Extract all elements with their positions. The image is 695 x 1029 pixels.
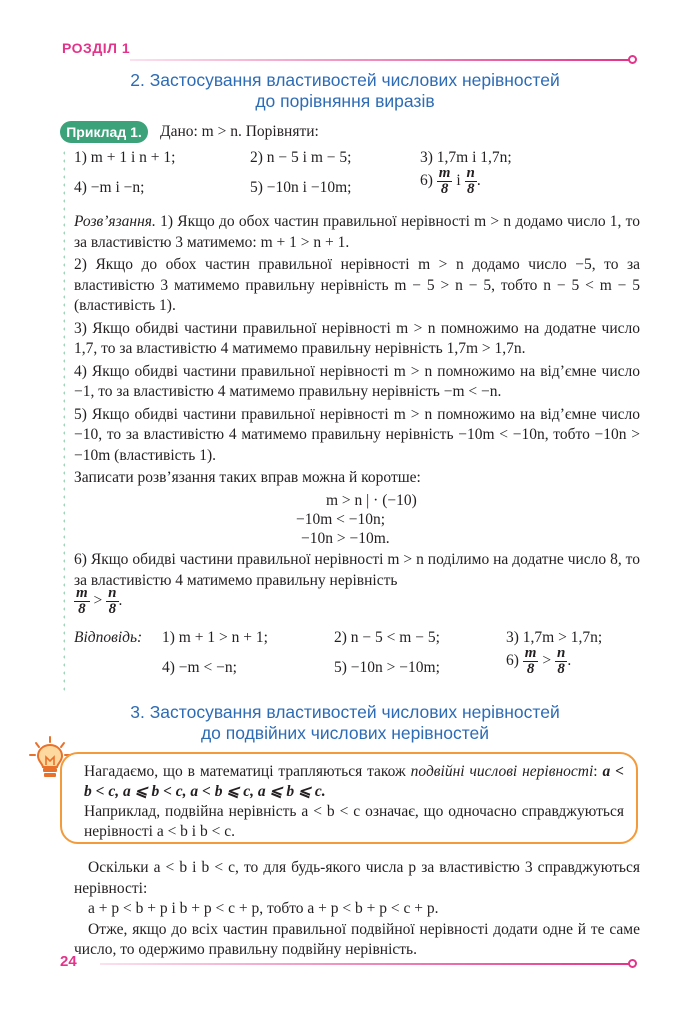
- solution-p1: Розв’язання. 1) Якщо до обох частин правильної нерівності m > n додамо число 1, то за властивістю 3 матимемо: m + 1 > n + 1.: [74, 213, 640, 251]
- body-p1: Оскільки a < b і b < c, то для будь-якого числа p за властивістю 3 справджуються нерівності:: [74, 859, 640, 897]
- fraction-n-over-8: $\frac{n}{8}$: [466, 165, 475, 197]
- task-5: 5) −10n і −10m;: [250, 179, 352, 196]
- body-text: [74, 858, 640, 961]
- section-2-title-line1: 2. Застосування властивостей числових нерівностей: [130, 70, 560, 90]
- answer-1: 1) m + 1 > n + 1;: [162, 629, 268, 646]
- task-2: 2) n − 5 і m − 5;: [250, 149, 352, 166]
- answer-label: Відповідь:: [74, 629, 143, 646]
- solution-p3: 3) Якщо обидві частини правильної нерівності m > n помножимо на додатне число 1,7, то за властивістю 4 матимемо правильну нерівність 1,7m > 1,7n.: [74, 319, 640, 357]
- solution-label: Розв’язання.: [74, 213, 156, 230]
- fraction-m-over-8-answer: $\frac{m}{8}$: [524, 645, 537, 677]
- section-3-title-line1: 3. Застосування властивостей числових нерівностей: [130, 702, 560, 722]
- solution-p6: 6) Якщо обидві частини правильної нерівності m > n поділимо на додатне число 8, то за властивістю 4 матимемо правильну нерівність: [74, 551, 640, 589]
- fraction-m-over-8-p6: $\frac{m}{8}$: [76, 585, 88, 617]
- answer-6: 6) $\frac{m}{8}$ > $\frac{n}{8}$ .: [506, 645, 572, 677]
- body-p1-formula: a + p < b + p і b + p < c + p, тобто a + p < b + p < c + p.: [88, 900, 439, 917]
- double-inequality-forms: a < b < c, a ⩽ b < c, a < b ⩽ c, a ⩽ b ⩽ c.: [84, 763, 624, 800]
- reminder-p2: Наприклад, подвійна нерівність a < b < c означає, що одночасно справджуються нерівності a < b і b < c.: [84, 803, 624, 840]
- solution-p2: 2) Якщо до обох частин правильної нерівності m > n додамо число −5, то за властивістю 3 матимемо правильну нерівність m − 5 > n − 5, тобто n − 5 < m − 5 (властивість 1).: [74, 256, 640, 314]
- short-line-2: −10m < −10n;: [296, 511, 386, 528]
- section-2-title: [60, 70, 630, 112]
- page-number: 24: [60, 953, 77, 970]
- solution-short-intro: Записати розв’язання таких вправ можна й коротше:: [74, 469, 421, 486]
- dotted-margin: [63, 149, 65, 691]
- fraction-m-over-8: $\frac{m}{8}$: [438, 165, 451, 197]
- fraction-n-over-8-answer: $\frac{n}{8}$: [556, 645, 566, 677]
- header-rule-end: [628, 55, 637, 64]
- example-given: Дано: m > n. Порівняти:: [160, 123, 319, 140]
- task-1: 1) m + 1 і n + 1;: [74, 149, 176, 166]
- short-line-3: −10n > −10m.: [301, 530, 390, 547]
- reminder-p1: Нагадаємо, що в математиці трапляються також подвійні числові нерівності: a < b < c, a ⩽ b < c, a < b ⩽ c, a ⩽ b ⩽ c.: [84, 763, 624, 800]
- answer-2: 2) n − 5 < m − 5;: [334, 629, 440, 646]
- short-line-1: m > n | · (−10): [326, 492, 417, 509]
- section-2-title-line2: до порівняння виразів: [255, 91, 435, 111]
- solution-p4: 4) Якщо обидві частини правильної нерівності m > n помножимо на від’ємне число −1, то за властивістю 4 матимемо правильну нерівність −m < −n.: [74, 362, 640, 400]
- fraction-n-over-8-p6: $\frac{n}{8}$: [108, 585, 117, 617]
- task-4: 4) −m і −n;: [74, 179, 145, 196]
- task-3: 3) 1,7m і 1,7n;: [420, 149, 512, 166]
- footer-rule: [100, 963, 630, 965]
- answer-4: 4) −m < −n;: [162, 659, 237, 676]
- solution-p5: 5) Якщо обидві частини правильної нерівності m > n помножимо на від’ємне число −10, то за властивістю 4 матимемо правильну нерівність −10m < −10n, тобто −10n > −10m (властивість 1).: [74, 405, 640, 464]
- solution-block: [74, 212, 640, 489]
- body-p2: Отже, якщо до всіх частин правильної подвійної нерівності додати одне й те саме число, то одержимо правильну подвійну нерівність.: [74, 920, 640, 958]
- answer-3: 3) 1,7m > 1,7n;: [506, 629, 603, 646]
- answer-5: 5) −10n > −10m;: [334, 659, 440, 676]
- reminder-text: [84, 762, 624, 842]
- task-6-label: 6): [420, 172, 433, 190]
- section-3-title-line2: до подвійних числових нерівностей: [200, 723, 490, 743]
- solution-p6-result: $\frac{m}{8}$ > $\frac{n}{8}$ .: [76, 585, 123, 617]
- chapter-label: РОЗДІЛ 1: [62, 40, 131, 56]
- task-6: 6) $\frac{m}{8}$ і $\frac{n}{8}$ .: [420, 165, 481, 197]
- section-3-title: [60, 702, 630, 744]
- header-rule: [130, 59, 630, 61]
- footer-rule-end: [628, 959, 637, 968]
- task-6-and: і: [456, 172, 461, 190]
- example-badge: Приклад 1.: [60, 121, 148, 143]
